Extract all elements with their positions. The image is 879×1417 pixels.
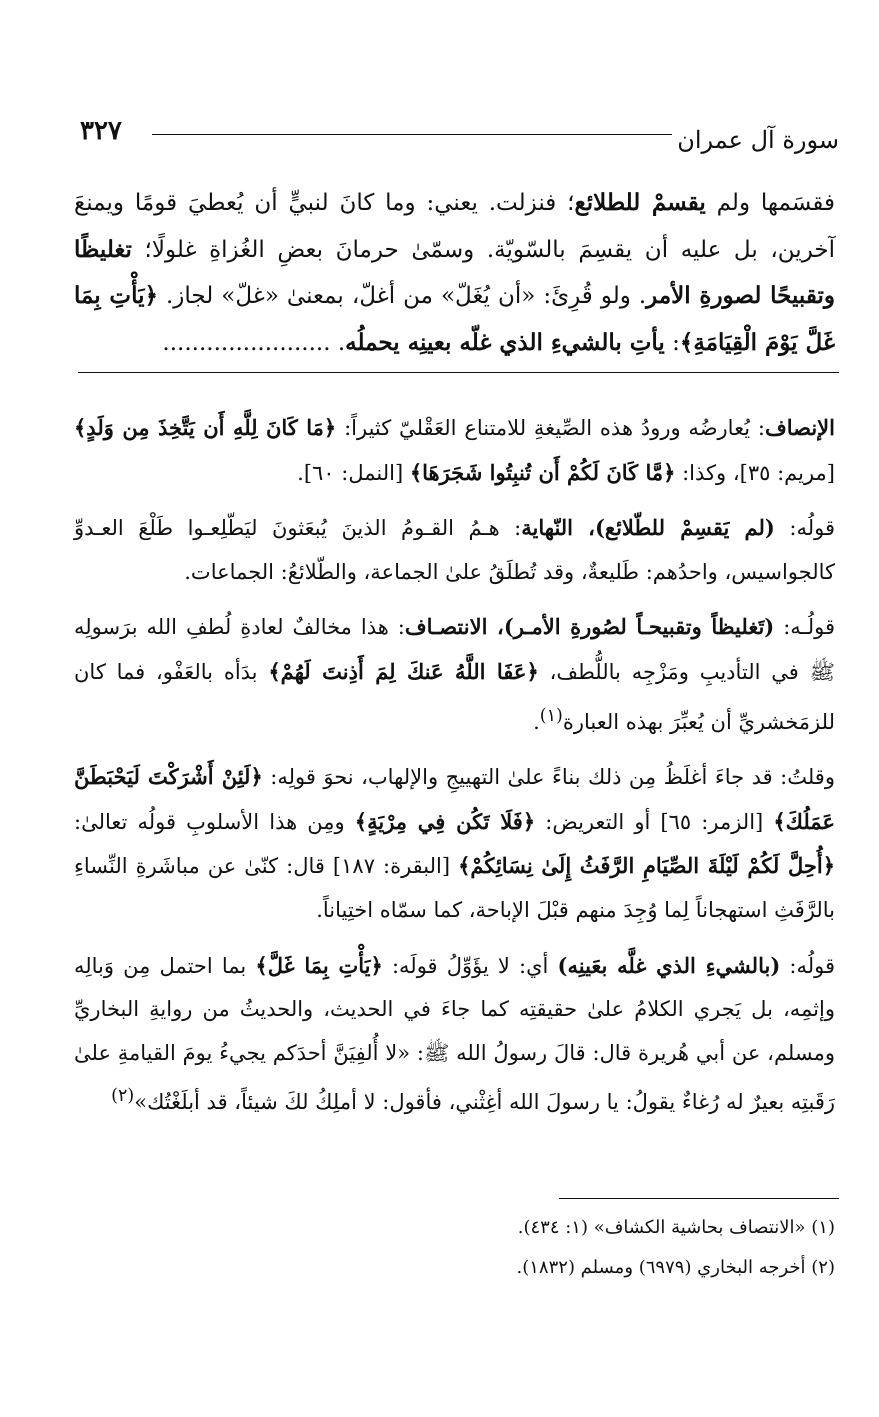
note-text: قولُه:: [774, 516, 836, 541]
main-text-part: :: [664, 329, 680, 356]
note-text: قولُـه:: [774, 615, 835, 640]
dotted-leader: .......................: [162, 329, 331, 356]
note-text: قولُه:: [780, 953, 836, 978]
main-commentary: [74, 180, 835, 366]
header-rule: [152, 134, 672, 135]
note-text: [البقرة: ١٨٧] قال: كنّىٰ عن مباشَرةِ النِّساءِ بالرَّفَثِ استهجاناً لِما وُجِدَ منهم قبْلَ الإباحة، كما سمّاه اختِياناً.: [74, 854, 835, 922]
note-quoted-phrase: (لم يَقسِمْ للطّلائع)، النّهاية: [521, 515, 775, 541]
footnote-marker: (٢): [111, 1086, 135, 1107]
note-text: [الزمر: ٦٥] أو التعريض:: [535, 809, 774, 834]
surah-title: سورة آل عمران: [677, 126, 839, 154]
quran-verse: ﴿مَّا كَانَ لَكُمْ أَن تُنبِتُوا شَجَرَهَا﴾: [409, 459, 676, 485]
main-bold-phrase: يأتِ بالشيءِ الذي غلّه بعينِه يحملُه: [345, 328, 665, 356]
quran-verse: ﴿فَلَا تَكُن فِي مِرْيَةٍ﴾: [354, 808, 536, 834]
note-quoted-phrase: (تَغليظاً وتقبيحـاً لصُورةِ الأمـر)، الانتصـاف: [404, 614, 775, 640]
quran-verse: ﴿عَفَا اللَّهُ عَنكَ لِمَ أَذِنتَ لَهُمْ﴾: [268, 658, 539, 684]
footnote-rule: [559, 1198, 839, 1199]
note-paragraph: [74, 506, 835, 594]
note-quoted-phrase: (بالشيءِ الذي غلَّه بعَينِه): [557, 952, 781, 978]
main-text-part: ؛ فنزلت. يعني: وما كانَ لنبيٍّ أن يُعطيَ قومًا ويمنعَ آخرين، بل عليه أن يقسِمَ بالسّويّة. وسمّىٰ حرمانَ بعضِ الغُزاةِ غلولًا؛: [74, 190, 835, 263]
main-bold-phrase: يقسمْ للطلائع: [574, 189, 706, 216]
note-text: ومِن هذا الأسلوبِ قولُه تعالىٰ:: [74, 809, 355, 834]
note-text: وقلتُ: قد جاءَ أغلَظُ مِن ذلك بناءً علىٰ التهييجِ والإلهاب، نحوَ قولِه:: [262, 765, 835, 790]
footnote-marker: (١): [539, 705, 563, 726]
note-text: : هذا مخالفٌ لعادةِ لُطفِ الله برَسولِه ﷺ في التأديبِ ومَزْجِه باللُّطف،: [74, 615, 836, 684]
note-paragraph: [74, 605, 835, 744]
footnotes: [74, 1208, 835, 1288]
quran-verse: ﴿أُحِلَّ لَكُمْ لَيْلَةَ الصِّيَامِ الرَّفَثُ إِلَىٰ نِسَائِكُمْ﴾: [458, 853, 835, 879]
note-text: بما احتمل مِن وَبالِه وإثمِه، بل يَجري الكلامُ علىٰ حقيقتِه كما جاءَ في الحديث، والحديثُ من روايةِ البخاريِّ ومسلم، عن أبي هُريرة قال: قالَ رسولُ الله ﷺ: «لا أُلفِيَنَّ أحدَكم يجيءُ يومَ القيامةِ علىٰ رَقَبتِه بعيرٌ له رُغاءٌ يقولُ: يا رسولَ الله أغِثْني، فأقول: لا أملِكُ لكَ شيئاً، قد أبلَغْتُك»: [74, 953, 835, 1115]
main-text-part: . ولو قُرِئَ: «أن يُغَلّ» من أغلّ، بمعنىٰ «غلّ» لجاز.: [157, 283, 647, 309]
notes-section: [74, 406, 835, 1136]
note-text: أي: لا يؤَوِّلُ قولَه:: [382, 953, 558, 978]
note-text: .: [533, 709, 540, 734]
note-source-label: الإنصاف: [764, 415, 835, 440]
quran-verse: ﴿يَأْتِ بِمَا غَلَّ﴾: [255, 952, 383, 978]
note-text: [النمل: ٦٠].: [297, 460, 410, 485]
footnote-item: (١) «الانتصاف بحاشية الكشاف» (١: ٤٣٤).: [517, 1217, 835, 1238]
quran-verse: ﴿يَأْتِ بِمَا غَلَّ يَوْمَ الْقِيَامَةِ﴾: [74, 282, 835, 356]
note-paragraph: [74, 944, 835, 1125]
note-paragraph: [74, 406, 835, 495]
section-divider: [78, 372, 839, 373]
note-text: : يُعارضُه ورودُ هذه الصِّيغةِ للامتناع العَقْليّ كثيراً:: [336, 416, 765, 440]
page-number: ٣٢٧: [80, 116, 122, 146]
note-text: بدَأه بالعَفْو، فما كان للزمَخشريِّ أن يُعبِّرَ بهذه العبارة: [74, 659, 835, 734]
footnote-item: (٢) أخرجه البخاري (٦٩٧٩) ومسلم (١٨٣٢).: [516, 1257, 835, 1278]
main-text-part: فقسَمها ولم: [705, 190, 835, 216]
main-bold-phrase: تغليظًا وتقبيحًا لصورةِ الأمر: [74, 235, 835, 309]
quran-verse: ﴿لَئِنْ أَشْرَكْتَ لَيَحْبَطَنَّ عَمَلُكَ﴾: [74, 764, 835, 834]
note-text: : هـمُ القـومُ الذينَ يُبعَثونَ ليَطّلِعـوا طَلْعَ العـدوِّ كالجواسيس، واحدُهم: طَليعةٌ، وقد تُطلَقُ علىٰ الجماعة، والطّلائعُ: الجماعات.: [74, 516, 835, 584]
quran-verse: ﴿مَا كَانَ لِلَّهِ أَن يَتَّخِذَ مِن وَلَدٍ﴾: [74, 415, 337, 440]
note-text: [مريم: ٣٥]، وكذا:: [675, 460, 835, 485]
note-paragraph: [74, 755, 835, 932]
main-text-part: .: [330, 329, 346, 356]
